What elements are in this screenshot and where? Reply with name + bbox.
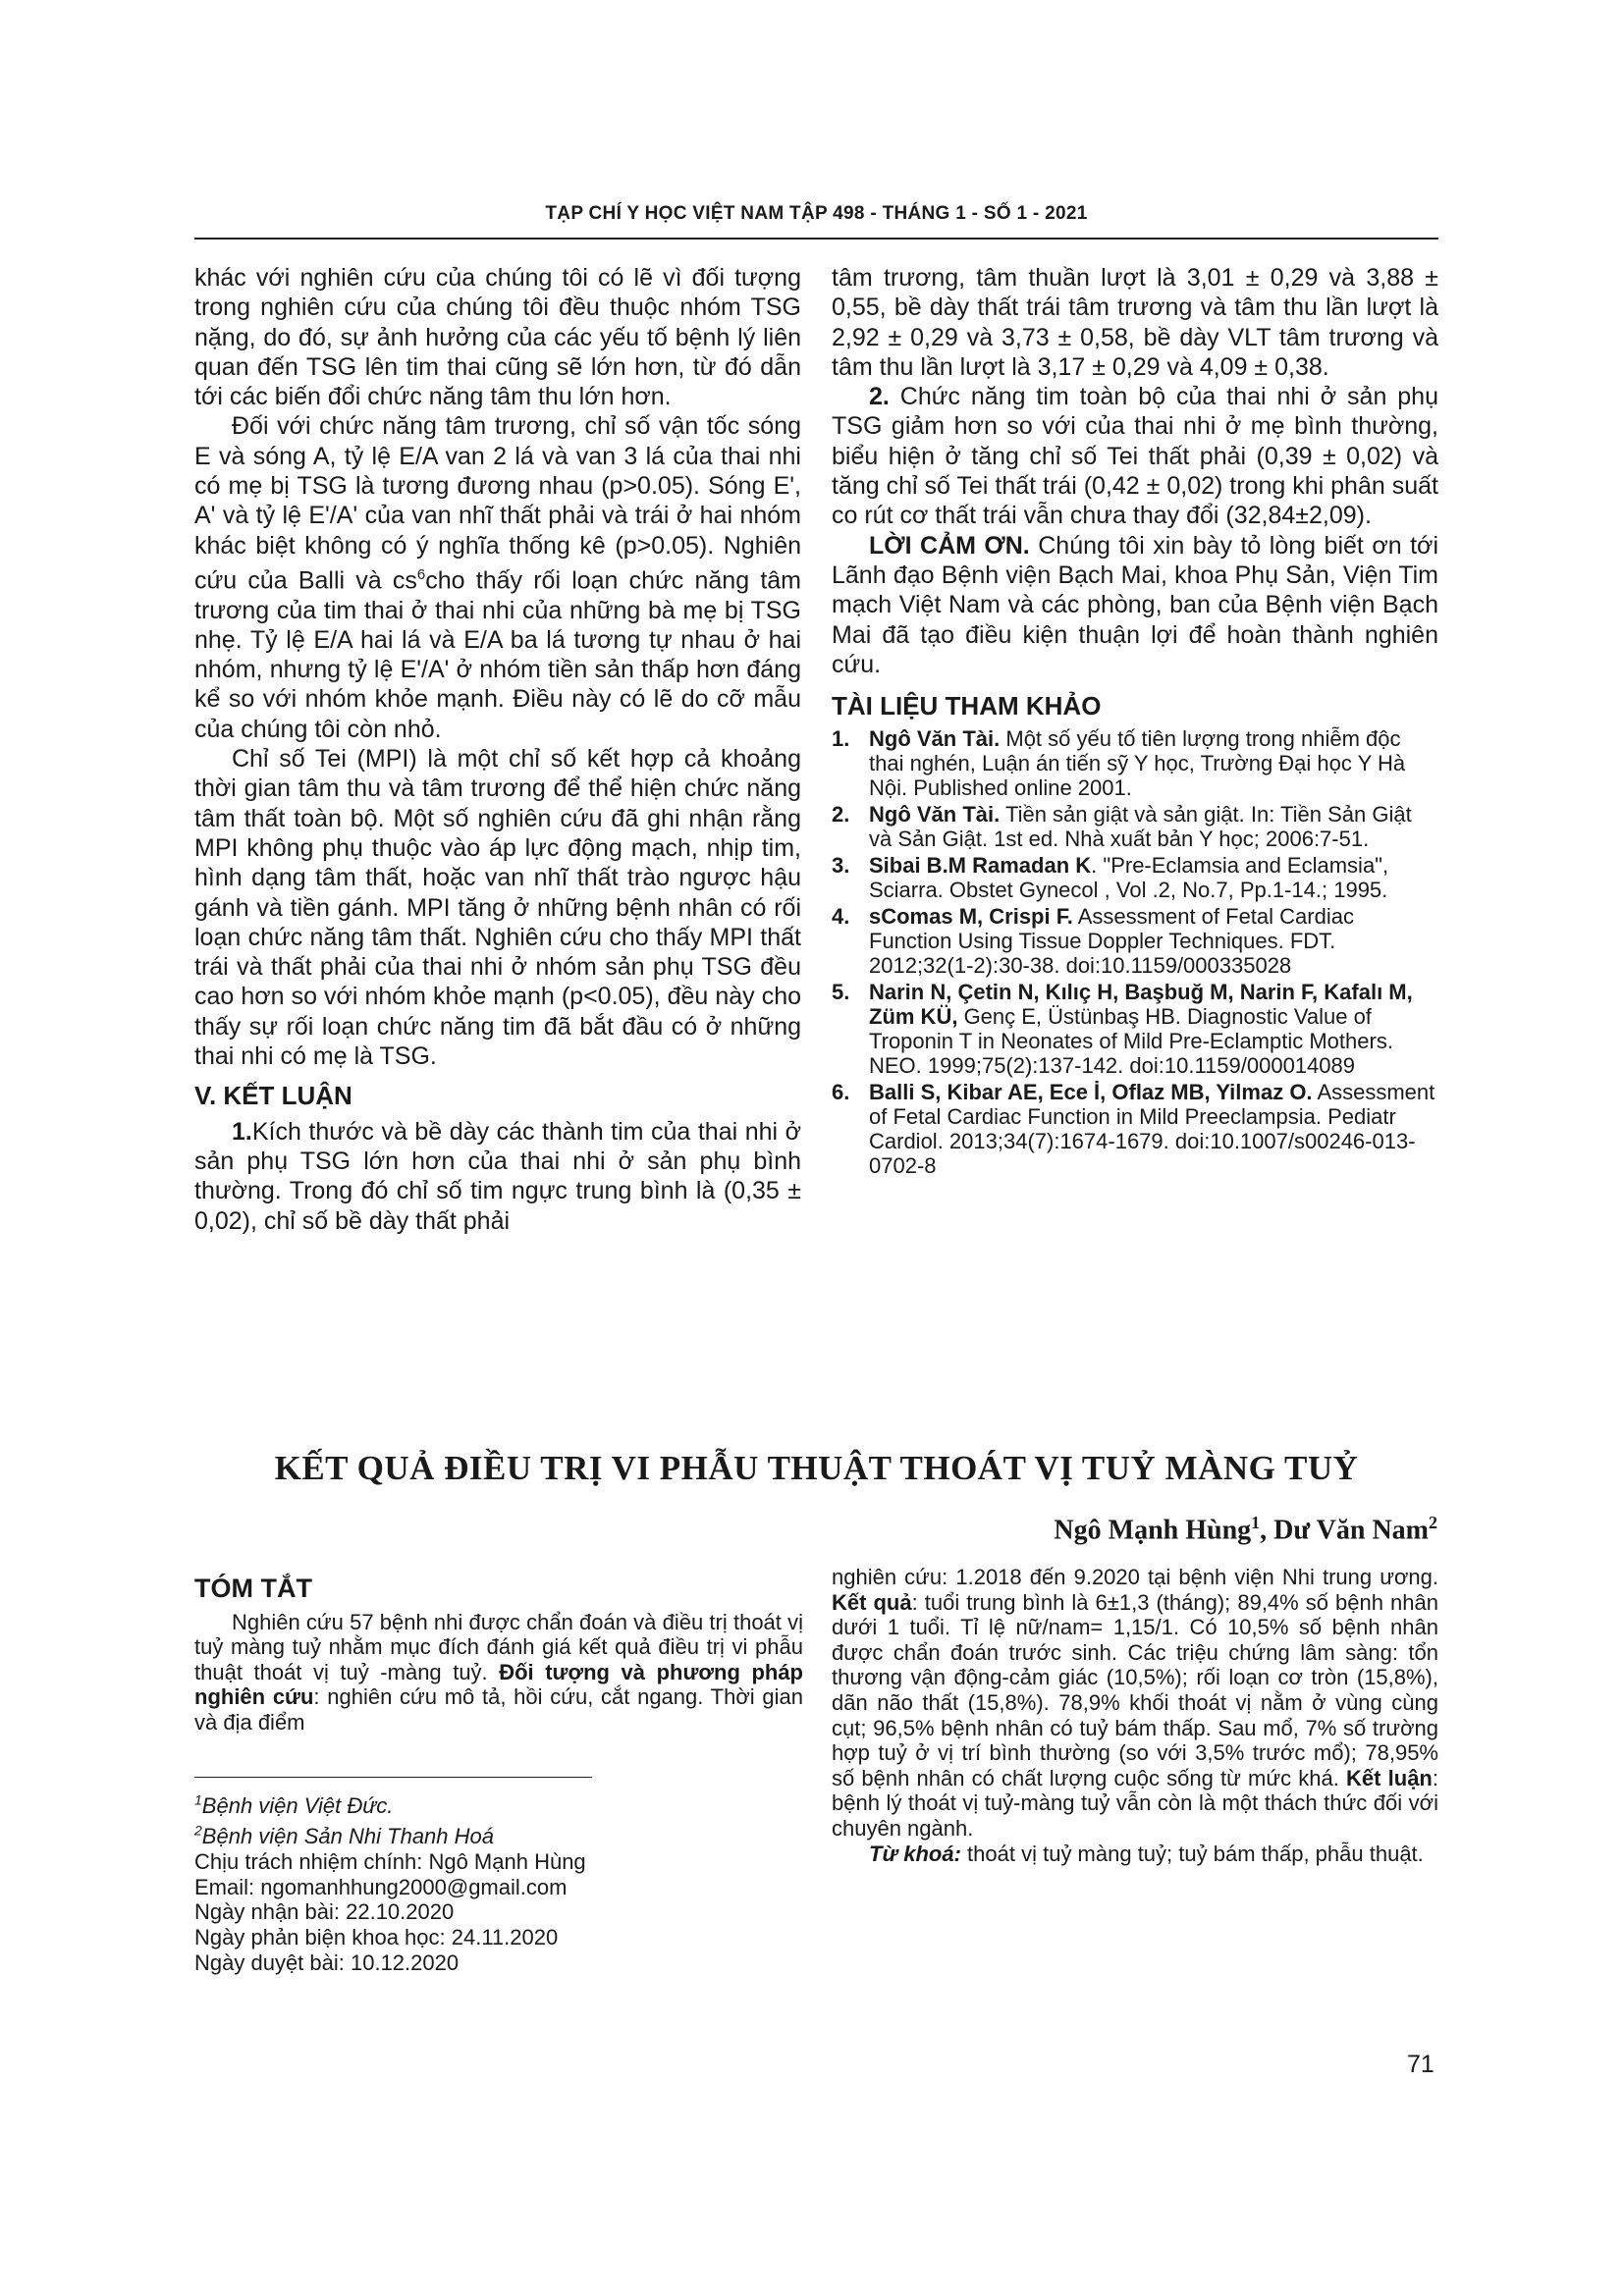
paragraph: Chỉ số Tei (MPI) là một chỉ số kết hợp cả khoảng thời gian tâm thu và tâm trương để thể hiện chức năng tâm thất toàn bộ. Một số nghiên cứu đã ghi nhận rằng MPI không phụ thuộc vào áp lực động mạch, nhịp tim, hình dạng tâm thất, hoặc van nhĩ thất trào ngược hậu gánh và tiền gánh. MPI tăng ở những bệnh nhân có rối loạn chức năng tâm thất. Nghiên cứu cho thấy MPI thất trái và thất phải của thai nhi ở nhóm sản phụ TSG đều cao hơn so với nhóm khỏe mạnh (p<0.05), đều này cho thấy sự rối loạn chức năng tim đã bắt đầu có ở những thai nhi có mẹ là TSG. bbox=[194, 745, 801, 1071]
reference-authors: Sibai B.M Ramadan K bbox=[869, 853, 1092, 879]
affiliation-sup: 1 bbox=[1251, 1513, 1261, 1532]
article-title: KẾT QUẢ ĐIỀU TRỊ VI PHẪU THUẬT THOÁT VỊ TUỶ MÀNG TUỶ bbox=[274, 1449, 1359, 1487]
reference-list bbox=[832, 726, 1438, 1178]
footnotes bbox=[194, 1789, 803, 1976]
abstract-bold: Đối tượng và phương pháp nghiên cứu bbox=[194, 1659, 803, 1710]
paragraph: tâm trương, tâm thuần lượt là 3,01 ± 0,29 và 3,88 ± 0,55, bề dày thất trái tâm trương và tâm thu lần lượt là 2,92 ± 0,29 và 3,73 ± 0,58, bề dày VLT tâm trương và tâm thu lần lượt là 3,17 ± 0,29 và 4,09 ± 0,38. bbox=[832, 264, 1438, 381]
keywords-text: thoát vị tuỷ màng tuỷ; tuỷ bám thấp, phẫu thuật. bbox=[960, 1841, 1424, 1866]
abstract-heading: TÓM TẮT bbox=[194, 1574, 312, 1603]
footnote-sup: 1 bbox=[194, 1792, 202, 1808]
abstract-text: : tuổi trung bình là 6±1,3 (tháng); 89,4% số bệnh nhân dưới 1 tuổi. Tỉ lệ nữ/nam= 1,15/1. Có 10,5% số bệnh nhân được chẩn đoán trước sinh. Các triệu chứng lâm sàng: tổn thương vận động-cảm giác (10,5%); rối loạn cơ tròn (15,8%), dãn não thất (15,8%). 78,9% khối thoát vị nằm ở vùng cùng cụt; 96,5% bệnh nhân có tuỷ bám thấp. Sau mổ, 7% số trường hợp tuỷ ở vị trí bình thường (so với 3,5% trước mổ); 78,95% số bệnh nhân có chất lượng cuộc sống từ mức khá. bbox=[832, 1589, 1438, 1790]
reference-authors: Ngô Văn Tài. bbox=[869, 726, 1001, 752]
reference-text: Một số yếu tố tiên lượng trong nhiễm độc thai nghén, Luận án tiến sỹ Y học, Trường Đại học Y Hà Nội. Published online 2001. bbox=[869, 726, 1406, 801]
footnote-line: Ngày nhận bài: 22.10.2020 bbox=[194, 1899, 455, 1925]
abstract-text: : bệnh lý thoát vị tuỷ-màng tuỷ vẫn còn là một thách thức đối với chuyên ngành. bbox=[832, 1765, 1438, 1841]
keywords-label: Từ khoá: bbox=[869, 1841, 961, 1866]
author-name: Dư Văn Nam bbox=[1273, 1515, 1429, 1546]
reference-item bbox=[832, 980, 1438, 1078]
right-column bbox=[832, 263, 1438, 1180]
abstract-text: Nghiên cứu 57 bệnh nhi được chẩn đoán và điều trị thoát vị tuỷ màng tuỷ nhằm mục đích đánh giá kết quả điều trị vi phẫu thuật thoát vị tuỷ -màng tuỷ. bbox=[194, 1609, 803, 1684]
footnote-line: Ngày duyệt bài: 10.12.2020 bbox=[194, 1949, 460, 1975]
paragraph bbox=[194, 1117, 801, 1236]
reference-item bbox=[832, 853, 1438, 902]
journal-header: TẠP CHÍ Y HỌC VIỆT NAM TẬP 498 - THÁNG 1 - SỐ 1 - 2021 bbox=[545, 203, 1088, 224]
footnote-rule bbox=[194, 1777, 592, 1778]
abstract-bold: Kết luận bbox=[1346, 1765, 1433, 1790]
paragraph-text: Đối với chức năng tâm trương, chỉ số vận tốc sóng E và sóng A, tỷ lệ E/A van 2 lá và van 3 lá của thai nhi có mẹ bị TSG là tương đương nhau (p>0.05). Sóng E', A' và tỷ lệ E'/A' của van nhĩ thất phải và trái ở hai nhóm khác biệt không có ý nghĩa thống kê (p>0.05). Nghiên cứu của Balli và cs bbox=[194, 412, 801, 595]
footnote-line: Chịu trách nhiệm chính: Ngô Mạnh Hùng bbox=[194, 1849, 586, 1875]
citation-sup: 6 bbox=[416, 565, 426, 583]
keywords bbox=[832, 1842, 1438, 1867]
abstract-text: : nghiên cứu mô tả, hồi cứu, cắt ngang. Thời gian và địa điểm bbox=[194, 1684, 803, 1735]
paragraph bbox=[194, 411, 801, 744]
reference-authors: sComas M, Crispi F. bbox=[869, 904, 1073, 930]
reference-text: . "Pre-Eclamsia and Eclamsia", Sciarra. Obstet Gynecol , Vol .2, No.7, Pp.1-14.; 1995. bbox=[869, 853, 1389, 903]
author-name: Ngô Mạnh Hùng bbox=[1054, 1515, 1252, 1546]
footnote-text: Bệnh viện Sản Nhi Thanh Hoá bbox=[201, 1824, 494, 1849]
page-number: 71 bbox=[1407, 2051, 1435, 2078]
abstract-text: nghiên cứu: 1.2018 đến 9.2020 tại bệnh viện Nhi trung ương. bbox=[832, 1565, 1438, 1589]
paragraph-text: cho thấy rối loạn chức năng tâm trương của tim thai ở thai nhi của những bà mẹ bị TSG nhẹ. Tỷ lệ E/A hai lá và E/A ba lá tương tự nhau ở hai nhóm, nhưng tỷ lệ E'/A' ở nhóm tiền sản thấp hơn đáng kể so với nhóm khỏe mạnh. Điều này có lẽ do cỡ mẫu của chúng tôi còn nhỏ. bbox=[194, 566, 801, 743]
references-heading: TÀI LIỆU THAM KHẢO bbox=[832, 691, 1102, 721]
authors-line bbox=[1054, 1513, 1437, 1546]
reference-number: 1. bbox=[832, 726, 850, 752]
header-rule bbox=[194, 238, 1438, 240]
abstract-paragraph bbox=[194, 1610, 803, 1735]
abstract-paragraph bbox=[832, 1565, 1438, 1842]
reference-item bbox=[832, 1080, 1438, 1178]
paragraph-text: Kích thước và bề dày các thành tim của thai nhi ở sản phụ TSG lớn hơn của thai nhi ở sản phụ bình thường. Trong đó chỉ số tim ngực trung bình là (0,35 ± 0,02), chỉ số bề dày thất phải bbox=[194, 1117, 801, 1235]
section-heading: V. KẾT LUẬN bbox=[194, 1081, 352, 1111]
paragraph bbox=[832, 531, 1438, 679]
reference-item bbox=[832, 726, 1438, 800]
item-number: 2. bbox=[869, 383, 890, 411]
paragraph: khác với nghiên cứu của chúng tôi có lẽ vì đối tượng trong nghiên cứu của chúng tôi đều thuộc nhóm TSG nặng, do đó, sự ảnh hưởng của các yếu tố bệnh lý liên quan đến TSG lên tim thai cũng sẽ lớn hơn, từ đó dẫn tới các biến đổi chức năng tâm thu lớn hơn. bbox=[194, 264, 801, 411]
footnote-affiliation bbox=[194, 1789, 803, 1819]
reference-authors: Balli S, Kibar AE, Ece İ, Oflaz MB, Yilmaz O. bbox=[869, 1080, 1313, 1105]
paragraph bbox=[832, 382, 1438, 530]
reference-item bbox=[832, 802, 1438, 851]
abstract-bold: Kết quả bbox=[832, 1589, 912, 1615]
footnote-text: Bệnh viện Việt Đức. bbox=[201, 1793, 394, 1819]
paragraph-text: Chức năng tim toàn bộ của thai nhi ở sản phụ TSG giảm hơn so với của thai nhi ở mẹ bình thường, biểu hiện ở tăng chỉ số Tei thất phải (0,39 ± 0,02) và tăng chỉ số Tei thất trái (0,42 ± 0,02) trong khi phân suất co rút cơ thất trái vẫn chưa thay đổi (32,84±2,09). bbox=[832, 383, 1438, 530]
footnote-line: Ngày phản biện khoa học: 24.11.2020 bbox=[194, 1925, 559, 1950]
footnote-line: Email: ngomanhhung2000@gmail.com bbox=[194, 1874, 568, 1899]
reference-item bbox=[832, 904, 1438, 978]
reference-text: Genç E, Üstünbaş HB. Diagnostic Value of Troponin T in Neonates of Mild Pre-Eclamptic Mothers. NEO. 1999;75(2):137-142. doi:10.1159/000014089 bbox=[869, 1004, 1393, 1079]
thanks-label: LỜI CẢM ƠN. bbox=[869, 531, 1030, 560]
reference-authors: Ngô Văn Tài. bbox=[869, 802, 1001, 828]
paragraph-text: Chúng tôi xin bày tỏ lòng biết ơn tới Lãnh đạo Bệnh viện Bạch Mai, khoa Phụ Sản, Viện Tim mạch Việt Nam và các phòng, ban của Bệnh viện Bạch Mai đã tạo điều kiện thuận lợi để hoàn thành nghiên cứu. bbox=[832, 531, 1438, 678]
reference-text: Assessment of Fetal Cardiac Function Using Tissue Doppler Techniques. FDT. 2012;32(1-2):30-38. doi:10.1159/000335028 bbox=[869, 904, 1354, 979]
affiliation-sup: 2 bbox=[1429, 1513, 1437, 1532]
reference-authors: Narin N, Çetin N, Kılıç H, Başbuğ M, Narin F, Kafalı M, Züm KÜ, bbox=[869, 980, 1413, 1030]
abstract-left bbox=[194, 1576, 803, 1735]
reference-number: 2. bbox=[832, 802, 850, 828]
reference-text: Assessment of Fetal Cardiac Function in Mild Preeclampsia. Pediatr Cardiol. 2013;34(7):1674-1679. doi:10.1007/s00246-013-0702-8 bbox=[869, 1080, 1435, 1179]
footnote-sup: 2 bbox=[194, 1823, 202, 1840]
reference-text: Tiền sản giật và sản giật. In: Tiền Sản Giật và Sản Giật. 1st ed. Nhà xuất bản Y học; 2006:7-51. bbox=[869, 802, 1412, 852]
author-separator: , bbox=[1260, 1515, 1274, 1546]
reference-number: 4. bbox=[832, 904, 850, 930]
footnote-affiliation bbox=[194, 1819, 803, 1849]
abstract-right bbox=[832, 1565, 1438, 1866]
reference-number: 5. bbox=[832, 980, 850, 1005]
reference-number: 3. bbox=[832, 853, 850, 879]
item-number: 1. bbox=[232, 1117, 252, 1146]
reference-number: 6. bbox=[832, 1080, 850, 1105]
left-column bbox=[194, 263, 801, 1236]
